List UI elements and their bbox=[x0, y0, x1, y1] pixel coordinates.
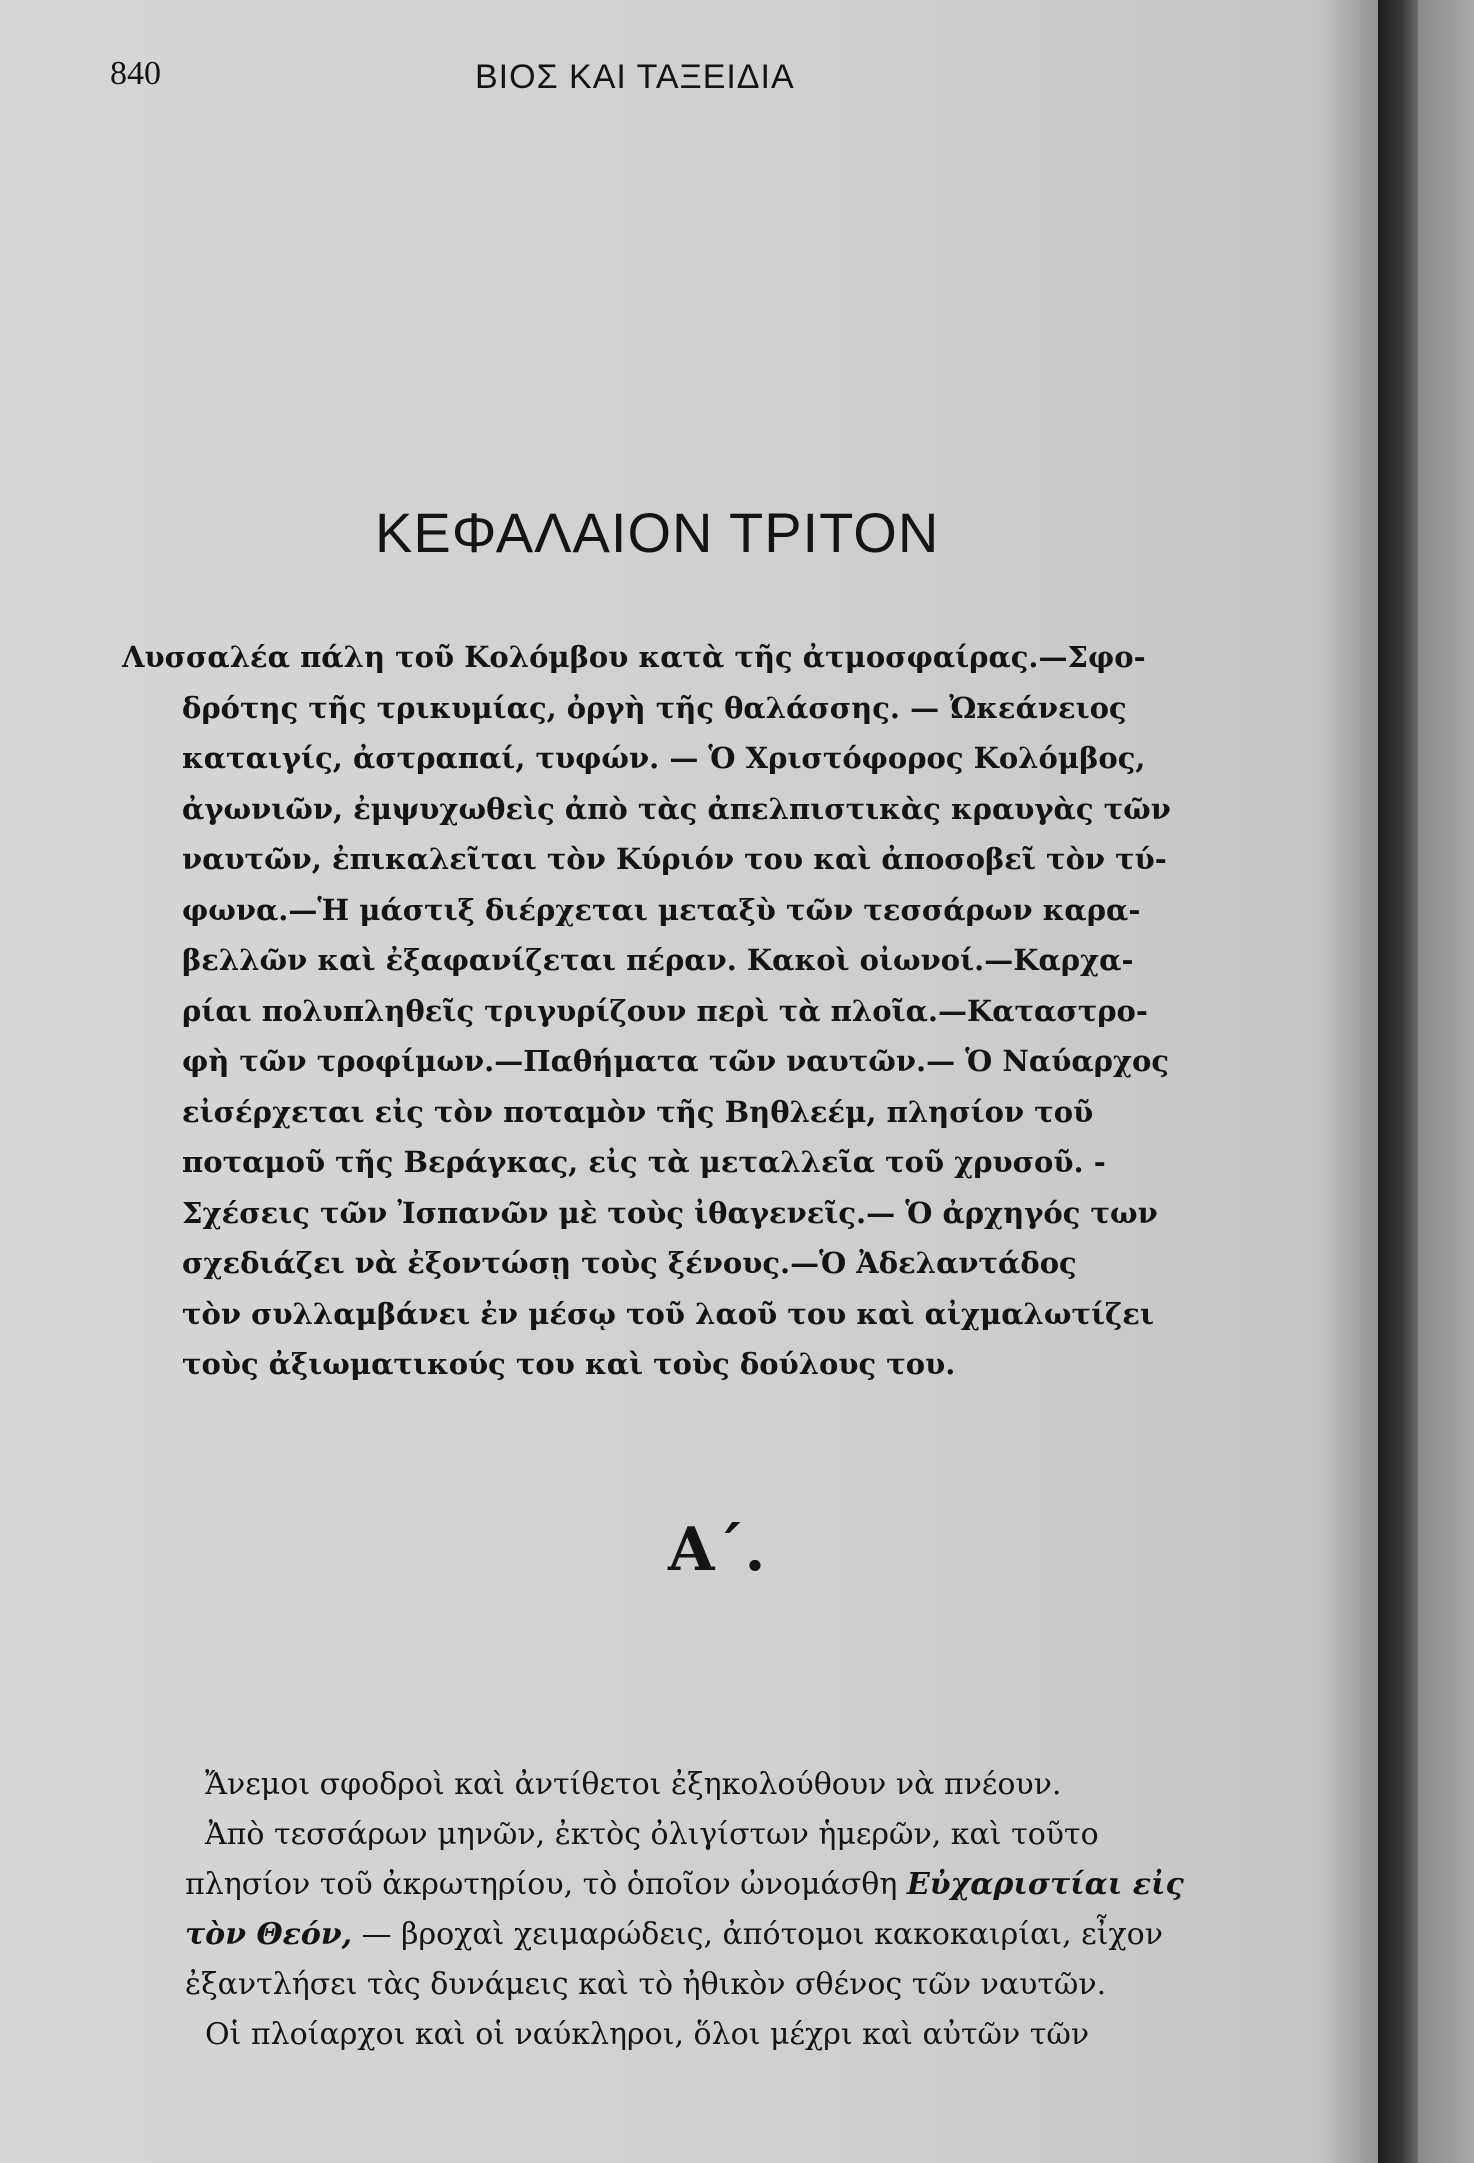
body-italic-phrase: τὸν Θεόν, bbox=[185, 1917, 353, 1952]
body-line bbox=[185, 1860, 1325, 1910]
summary-line: φὴ τῶν τροφίμων.—Παθήματα τῶν ναυτῶν.— Ὁ Ναύαρχος bbox=[182, 1044, 1169, 1078]
body-line-text: Ἀπὸ τεσσάρων μηνῶν, ἐκτὸς ὀλιγίστων ἡμερῶν, καὶ τοῦτο bbox=[205, 1817, 1099, 1852]
body-text bbox=[185, 1760, 1325, 2060]
running-head: ΒΙΟΣ ΚΑΙ ΤΑΞΕΙΔΙΑ bbox=[475, 58, 795, 96]
summary-line: Σχέσεις τῶν Ἰσπανῶν μὲ τοὺς ἰθαγενεῖς.— Ὁ ἀρχηγός των bbox=[182, 1195, 1158, 1230]
page-number: 840 bbox=[110, 55, 161, 92]
summary-line: σχεδιάζει νὰ ἐξοντώσῃ τοὺς ξένους.—Ὁ Ἀδελαντάδος bbox=[182, 1246, 1077, 1280]
summary-line: ἀγωνιῶν, ἐμψυχωθεὶς ἀπὸ τὰς ἀπελπιστικὰς κραυγὰς τῶν bbox=[182, 791, 1171, 826]
body-line: Ἄνεμοι σφοδροὶ καὶ ἀντίθετοι ἐξηκολούθουν νὰ πνέουν. bbox=[205, 1767, 1062, 1802]
summary-line: τὸν συλλαμβάνει ἐν μέσῳ τοῦ λαοῦ του καὶ αἰχμαλωτίζει bbox=[182, 1296, 1154, 1331]
section-mark: Α΄. bbox=[668, 1515, 766, 1585]
summary-line: δρότης τῆς τρικυμίας, ὀργὴ τῆς θαλάσσης. — Ὠκεάνειος bbox=[182, 690, 1127, 725]
page-gutter-shadow bbox=[1318, 0, 1378, 2163]
body-line: ἐξαντλήσει τὰς δυνάμεις καὶ τὸ ἠθικὸν σθένος τῶν ναυτῶν. bbox=[185, 1967, 1107, 2002]
summary-line: Λυσσαλέα πάλη τοῦ Κολόμβου κατὰ τῆς ἀτμοσφαίρας.—Σφο- bbox=[122, 640, 1146, 674]
body-line-text: — βροχαὶ χειμαρώδεις, ἀπότομοι κακοκαιρίαι, εἶχον bbox=[352, 1917, 1163, 1952]
summary-line: ποταμοῦ τῆς Βεράγκας, εἰς τὰ μεταλλεῖα τοῦ χρυσοῦ. - bbox=[182, 1145, 1106, 1179]
summary-line: εἰσέρχεται εἰς τὸν ποταμὸν τῆς Βηθλεέμ, πλησίον τοῦ bbox=[182, 1094, 1094, 1129]
summary-line: ναυτῶν, ἐπικαλεῖται τὸν Κύριόν του καὶ ἀποσοβεῖ τὸν τύ- bbox=[182, 842, 1167, 876]
book-binding bbox=[1378, 0, 1418, 2163]
body-italic-phrase: Εὐχαριστίαι εἰς bbox=[906, 1867, 1184, 1902]
book-edge bbox=[1418, 0, 1474, 2163]
body-line bbox=[185, 1910, 1325, 1960]
summary-line: βελλῶν καὶ ἐξαφανίζεται πέραν. Κακοὶ οἰωνοί.—Καρχα- bbox=[182, 943, 1134, 977]
body-line-text: πλησίον τοῦ ἀκρωτηρίου, τὸ ὁποῖον ὠνομάσθη bbox=[185, 1867, 898, 1902]
body-line bbox=[185, 1810, 1325, 1860]
chapter-title: ΚΕΦΑΛΑΙΟΝ ΤΡΙΤΟΝ bbox=[375, 500, 940, 564]
summary-line: ρίαι πολυπληθεῖς τριγυρίζουν περὶ τὰ πλοῖα.—Καταστρο- bbox=[182, 993, 1148, 1028]
body-line: Οἱ πλοίαρχοι καὶ οἱ ναύκληροι, ὅλοι μέχρι καὶ αὐτῶν τῶν bbox=[205, 2017, 1090, 2052]
summary-line: καταιγίς, ἀστραπαί, τυφών. — Ὁ Χριστόφορος Κολόμβος, bbox=[182, 741, 1146, 775]
summary-line: τοὺς ἀξιωματικούς του καὶ τοὺς δούλους του. bbox=[182, 1347, 956, 1381]
summary-line: φωνα.—Ἡ μάστιξ διέρχεται μεταξὺ τῶν τεσσάρων καρα- bbox=[182, 892, 1141, 927]
chapter-summary bbox=[122, 632, 1312, 1390]
